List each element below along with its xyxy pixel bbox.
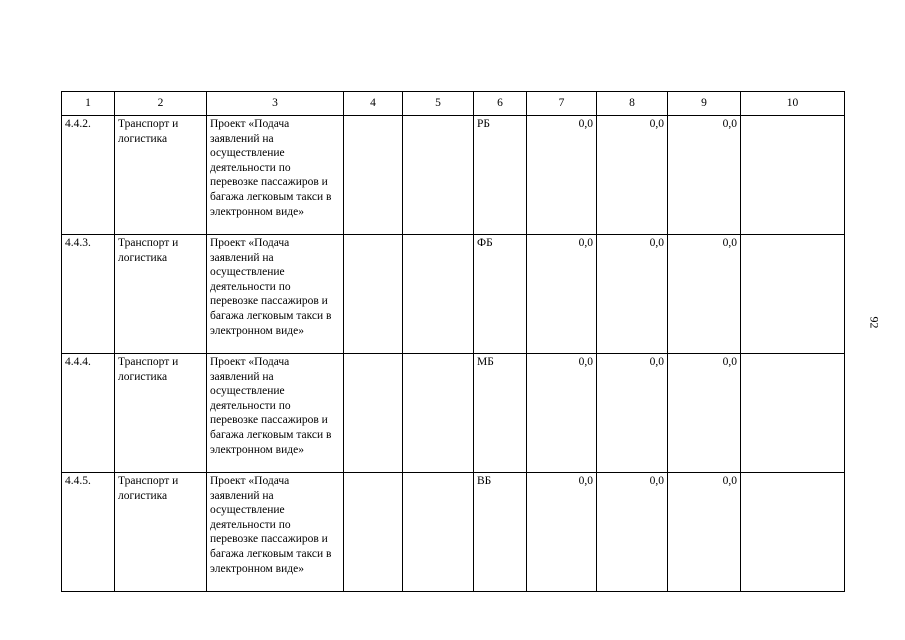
- row-col10: [741, 354, 845, 473]
- row-sector: Транспорт и логистика: [115, 354, 207, 473]
- row-id: 4.4.4.: [62, 354, 115, 473]
- col-header-10: 10: [741, 92, 845, 116]
- row-value-9: 0,0: [668, 354, 741, 473]
- row-col4: [344, 473, 403, 592]
- row-value-7: 0,0: [527, 473, 597, 592]
- row-col10: [741, 473, 845, 592]
- page-number: 92: [867, 316, 882, 329]
- col-header-2: 2: [115, 92, 207, 116]
- row-col4: [344, 235, 403, 354]
- row-col5: [403, 235, 474, 354]
- col-header-9: 9: [668, 92, 741, 116]
- row-col10: [741, 116, 845, 235]
- col-header-1: 1: [62, 92, 115, 116]
- row-col5: [403, 116, 474, 235]
- row-value-8: 0,0: [597, 235, 668, 354]
- row-value-7: 0,0: [527, 116, 597, 235]
- row-value-7: 0,0: [527, 354, 597, 473]
- table-row: [62, 116, 845, 235]
- row-col5: [403, 473, 474, 592]
- row-col4: [344, 116, 403, 235]
- row-sector: Транспорт и логистика: [115, 116, 207, 235]
- col-header-3: 3: [207, 92, 344, 116]
- row-col10: [741, 235, 845, 354]
- row-project: Проект «Подача заявлений на осуществление деятельности по перевозке пассажиров и багажа легковым такси в электронном виде»: [207, 235, 344, 354]
- table-row: [62, 235, 845, 354]
- row-col5: [403, 354, 474, 473]
- row-project: Проект «Подача заявлений на осуществление деятельности по перевозке пассажиров и багажа легковым такси в электронном виде»: [207, 354, 344, 473]
- col-header-7: 7: [527, 92, 597, 116]
- row-value-8: 0,0: [597, 354, 668, 473]
- header-row: [62, 92, 845, 116]
- col-header-4: 4: [344, 92, 403, 116]
- budget-table: [61, 91, 845, 592]
- row-col4: [344, 354, 403, 473]
- row-source: ВБ: [474, 473, 527, 592]
- row-value-9: 0,0: [668, 235, 741, 354]
- col-header-5: 5: [403, 92, 474, 116]
- row-id: 4.4.5.: [62, 473, 115, 592]
- col-header-6: 6: [474, 92, 527, 116]
- table-row: [62, 473, 845, 592]
- row-value-8: 0,0: [597, 473, 668, 592]
- row-project: Проект «Подача заявлений на осуществление деятельности по перевозке пассажиров и багажа легковым такси в электронном виде»: [207, 473, 344, 592]
- row-value-9: 0,0: [668, 473, 741, 592]
- row-source: ФБ: [474, 235, 527, 354]
- row-id: 4.4.3.: [62, 235, 115, 354]
- row-sector: Транспорт и логистика: [115, 235, 207, 354]
- table-row: [62, 354, 845, 473]
- row-project: Проект «Подача заявлений на осуществление деятельности по перевозке пассажиров и багажа легковым такси в электронном виде»: [207, 116, 344, 235]
- row-value-8: 0,0: [597, 116, 668, 235]
- row-source: РБ: [474, 116, 527, 235]
- row-sector: Транспорт и логистика: [115, 473, 207, 592]
- row-value-7: 0,0: [527, 235, 597, 354]
- row-value-9: 0,0: [668, 116, 741, 235]
- col-header-8: 8: [597, 92, 668, 116]
- row-source: МБ: [474, 354, 527, 473]
- row-id: 4.4.2.: [62, 116, 115, 235]
